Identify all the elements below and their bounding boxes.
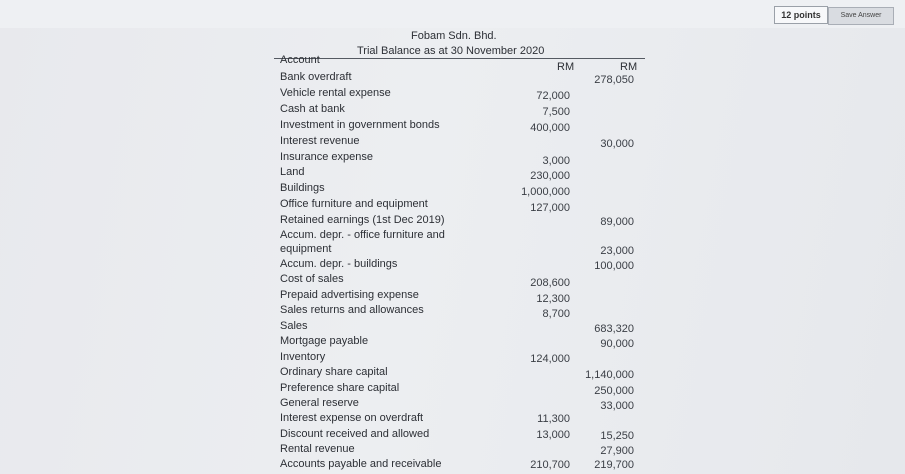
table-row <box>0 320 905 335</box>
account-name: Cost of sales <box>280 273 344 285</box>
debit-amount: 72,000 <box>536 90 570 102</box>
credit-amount: 15,250 <box>600 430 634 442</box>
table-row <box>0 198 905 213</box>
header-divider <box>274 58 645 59</box>
table-row <box>0 182 905 197</box>
account-name: equipment <box>280 243 332 255</box>
table-row <box>0 428 905 443</box>
account-name: Accum. depr. - office furniture and <box>280 229 445 241</box>
table-row <box>0 443 905 458</box>
table-row <box>0 135 905 150</box>
account-name: Investment in government bonds <box>280 119 440 131</box>
debit-amount: 127,000 <box>530 202 570 214</box>
table-row <box>0 214 905 229</box>
debit-amount: 8,700 <box>542 308 570 320</box>
question-header-bar <box>0 0 905 29</box>
debit-amount: 12,300 <box>536 293 570 305</box>
company-name: Fobam Sdn. Bhd. <box>411 30 497 42</box>
column-header-account: Account <box>280 54 320 66</box>
account-name: Interest expense on overdraft <box>280 412 424 424</box>
account-name: Mortgage payable <box>280 335 369 347</box>
account-name: Vehicle rental expense <box>280 87 391 99</box>
debit-amount: 208,600 <box>530 277 570 289</box>
column-header-debit: RM <box>557 61 575 73</box>
debit-amount: 13,000 <box>536 429 570 441</box>
account-name: Land <box>280 166 305 178</box>
table-row <box>0 273 905 288</box>
account-name: Cash at bank <box>280 103 345 115</box>
account-name: Discount received and allowed <box>280 428 430 440</box>
table-row <box>0 119 905 134</box>
credit-amount: 278,050 <box>594 74 634 86</box>
credit-amount: 219,700 <box>594 459 634 471</box>
debit-amount: 7,500 <box>542 106 570 118</box>
debit-amount: 11,300 <box>537 413 570 425</box>
account-name: Retained earnings (1st Dec 2019) <box>280 214 445 226</box>
credit-amount: 250,000 <box>594 385 634 397</box>
account-name: Prepaid advertising expense <box>280 289 419 301</box>
column-header-credit: RM <box>620 61 638 73</box>
credit-amount: 30,000 <box>600 138 634 150</box>
table-row <box>0 103 905 118</box>
table-row <box>0 229 905 244</box>
table-row <box>0 458 905 473</box>
table-row <box>0 366 905 381</box>
account-name: Preference share capital <box>280 382 400 394</box>
credit-amount: 89,000 <box>600 216 634 228</box>
debit-amount: 3,000 <box>542 155 570 167</box>
credit-amount: 33,000 <box>600 400 634 412</box>
account-name: General reserve <box>280 397 359 409</box>
credit-amount: 27,900 <box>600 445 634 457</box>
credit-amount: 1,140,000 <box>585 369 634 381</box>
account-name: Insurance expense <box>280 151 373 163</box>
table-row <box>0 258 905 273</box>
account-name: Buildings <box>280 182 325 194</box>
points-badge: 12 points <box>774 6 828 24</box>
table-row <box>0 151 905 166</box>
credit-amount: 23,000 <box>600 245 634 257</box>
account-name: Sales returns and allowances <box>280 304 424 316</box>
account-name: Accum. depr. - buildings <box>280 258 398 270</box>
account-name: Interest revenue <box>280 135 360 147</box>
account-name: Sales <box>280 320 308 332</box>
statement-title: Trial Balance as at 30 November 2020 <box>357 45 545 57</box>
table-row <box>0 335 905 350</box>
credit-amount: 100,000 <box>594 260 634 272</box>
table-row <box>0 412 905 427</box>
account-name: Bank overdraft <box>280 71 352 83</box>
credit-amount: 90,000 <box>600 338 634 350</box>
credit-amount: 683,320 <box>594 323 634 335</box>
debit-amount: 1,000,000 <box>521 186 570 198</box>
account-name: Inventory <box>280 351 326 363</box>
debit-amount: 210,700 <box>530 459 570 471</box>
account-name: Ordinary share capital <box>280 366 388 378</box>
account-name: Office furniture and equipment <box>280 198 428 210</box>
table-row <box>0 71 905 86</box>
table-row <box>0 243 905 258</box>
account-name: Accounts payable and receivable <box>280 458 442 470</box>
debit-amount: 400,000 <box>530 122 570 134</box>
debit-amount: 230,000 <box>530 170 570 182</box>
save-answer-button[interactable]: Save Answer <box>828 7 894 25</box>
table-row <box>0 289 905 304</box>
table-row <box>0 87 905 102</box>
table-row <box>0 397 905 412</box>
debit-amount: 124,000 <box>530 353 570 365</box>
table-row <box>0 382 905 397</box>
table-row <box>0 166 905 181</box>
account-name: Rental revenue <box>280 443 355 455</box>
table-row <box>0 304 905 319</box>
table-row <box>0 351 905 366</box>
